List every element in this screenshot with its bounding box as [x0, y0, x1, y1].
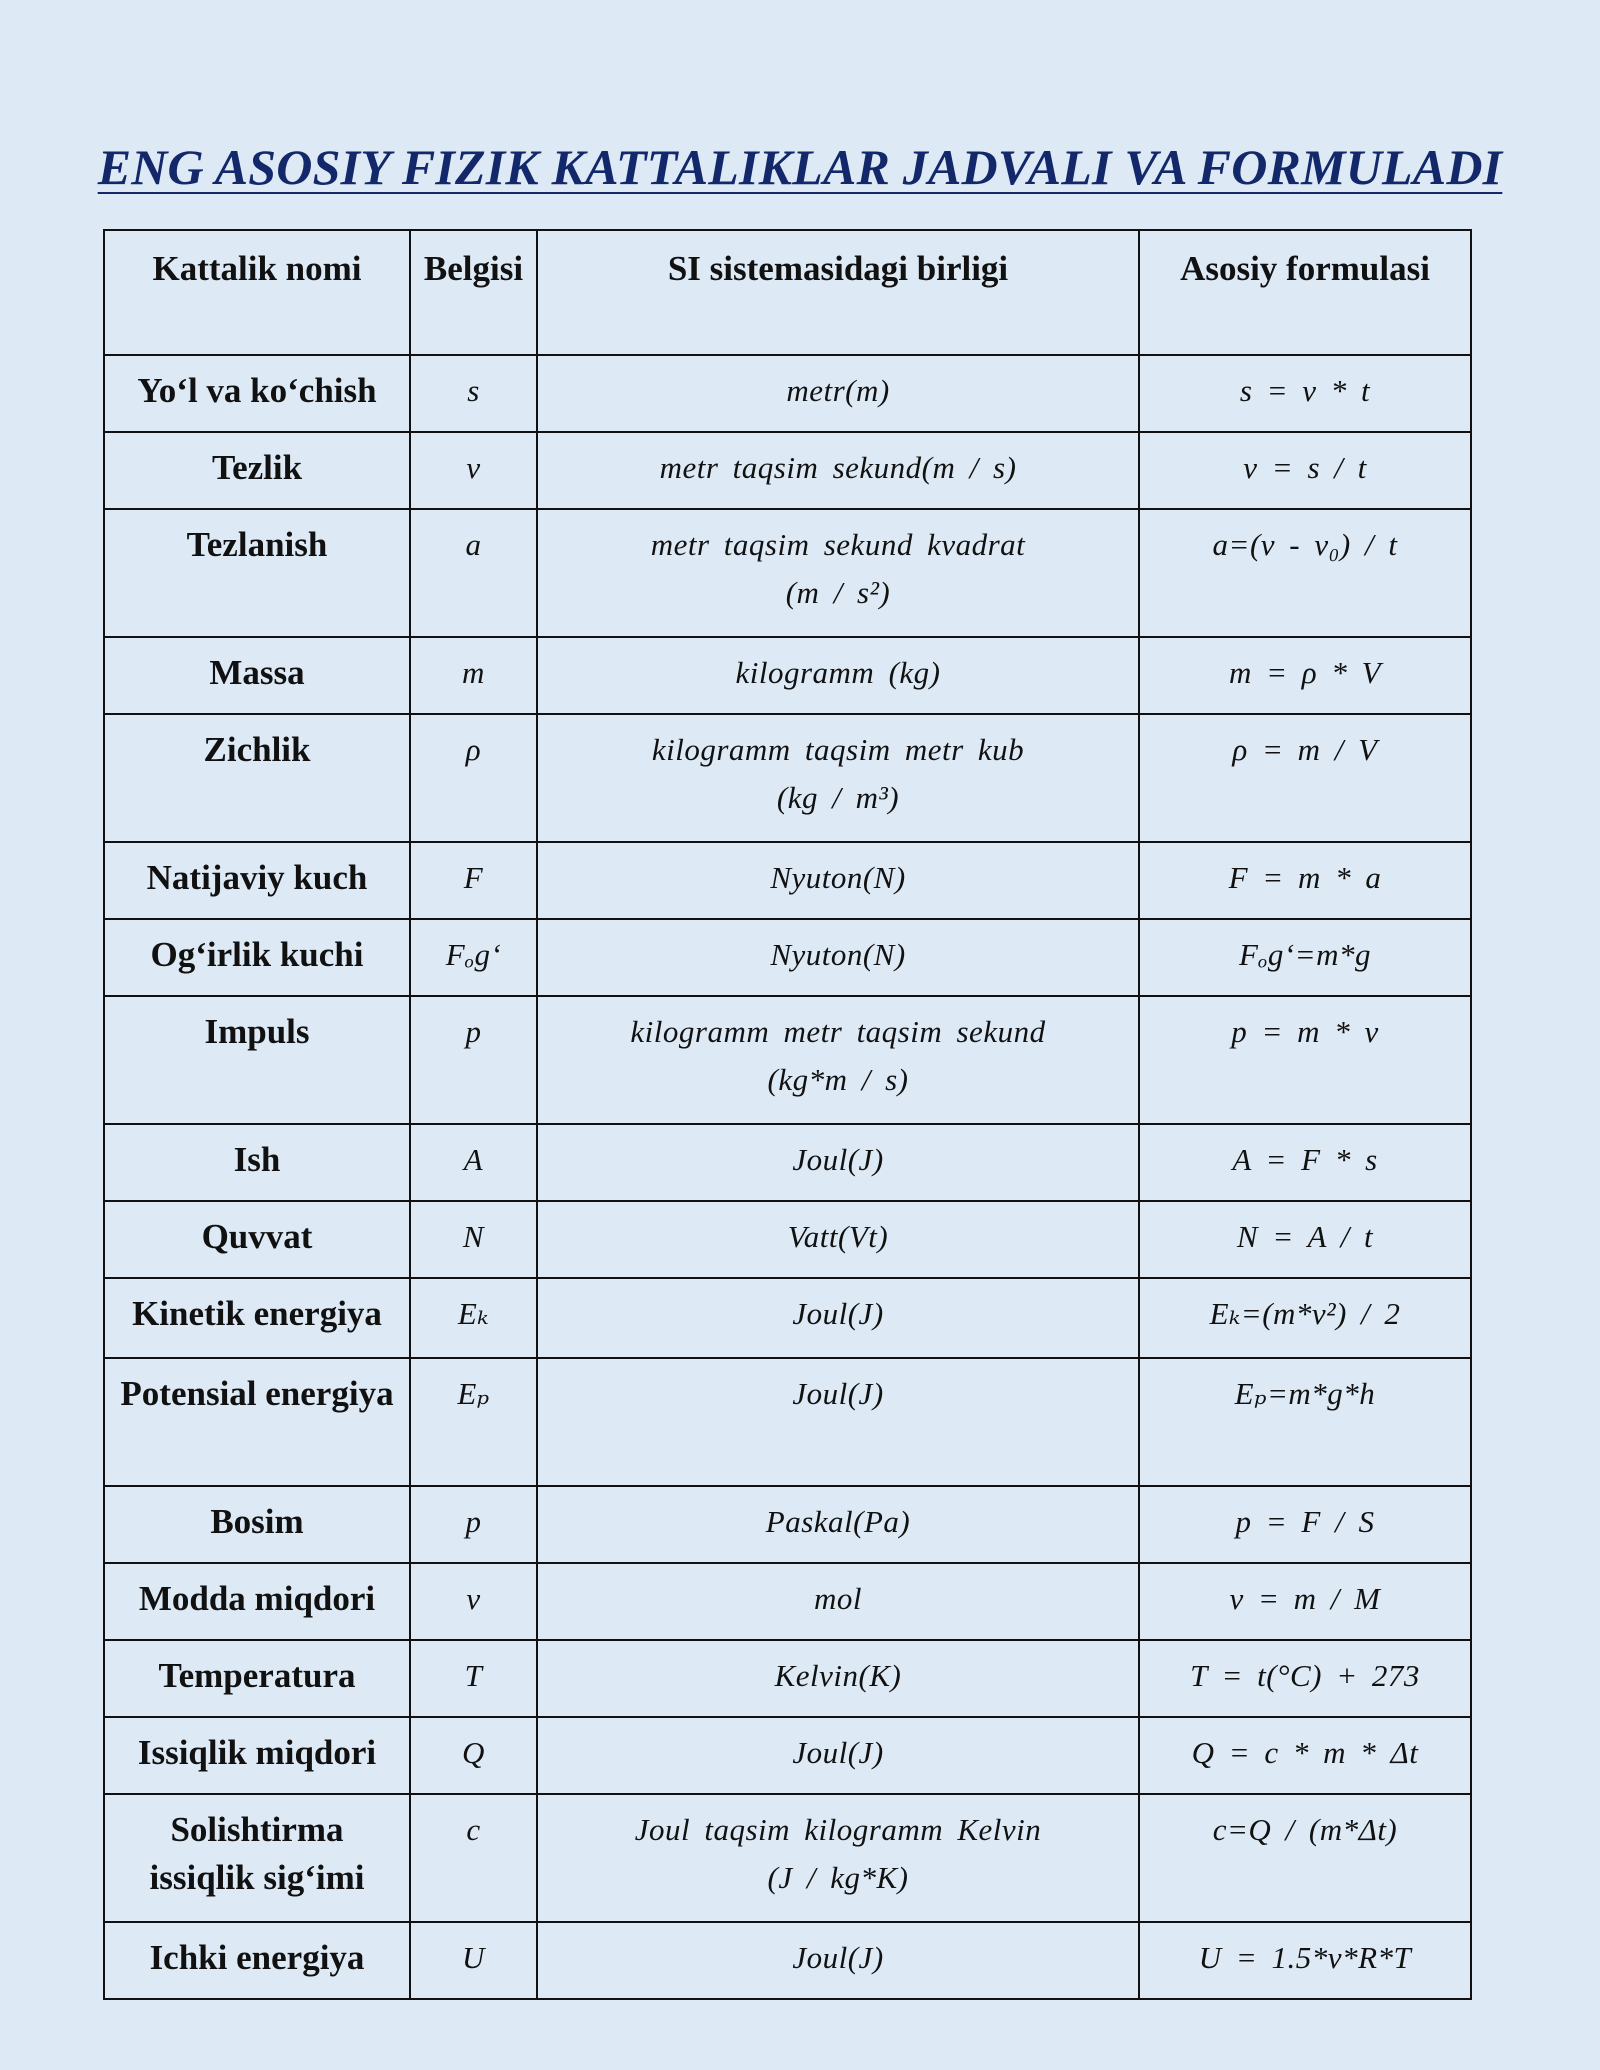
- row-name: Impuls: [104, 996, 410, 1124]
- row-symbol: v: [410, 432, 537, 509]
- row-symbol: s: [410, 355, 537, 432]
- table-row: [104, 842, 1471, 919]
- row-unit: metr(m): [537, 355, 1139, 432]
- row-name: Natijaviy kuch: [104, 842, 410, 919]
- row-symbol: ν: [410, 1563, 537, 1640]
- row-unit: metr taqsim sekund(m / s): [537, 432, 1139, 509]
- row-formula: c=Q / (m*Δt): [1139, 1794, 1471, 1922]
- row-symbol: p: [410, 996, 537, 1124]
- row-symbol: Eₖ: [410, 1278, 537, 1358]
- row-unit: mol: [537, 1563, 1139, 1640]
- row-name: Ichki energiya: [104, 1922, 410, 1999]
- row-name: Modda miqdori: [104, 1563, 410, 1640]
- row-symbol: F: [410, 842, 537, 919]
- row-symbol: ρ: [410, 714, 537, 842]
- row-unit: Vatt(Vt): [537, 1201, 1139, 1278]
- row-symbol: Eₚ: [410, 1358, 537, 1486]
- table-row: [104, 1794, 1471, 1922]
- row-symbol: m: [410, 637, 537, 714]
- row-formula: p = m * v: [1139, 996, 1471, 1124]
- row-formula: T = t(°C) + 273: [1139, 1640, 1471, 1717]
- row-name: Zichlik: [104, 714, 410, 842]
- page-title: ENG ASOSIY FIZIK KATTALIKLAR JADVALI VA FORMULADI: [97, 139, 1503, 195]
- row-name: Quvvat: [104, 1201, 410, 1278]
- row-symbol: U: [410, 1922, 537, 1999]
- row-formula: Eₖ=(m*v²) / 2: [1139, 1278, 1471, 1358]
- row-name: Kinetik energiya: [104, 1278, 410, 1358]
- row-name: Temperatura: [104, 1640, 410, 1717]
- table-row: [104, 1358, 1471, 1486]
- header-unit: SI sistemasidagi birligi: [537, 230, 1139, 355]
- row-name: Ish: [104, 1124, 410, 1201]
- table-row: [104, 1922, 1471, 1999]
- row-formula: N = A / t: [1139, 1201, 1471, 1278]
- row-formula: F = m * a: [1139, 842, 1471, 919]
- row-symbol: N: [410, 1201, 537, 1278]
- row-formula: v = s / t: [1139, 432, 1471, 509]
- row-formula: m = ρ * V: [1139, 637, 1471, 714]
- row-unit: Joul(J): [537, 1922, 1139, 1999]
- row-unit: metr taqsim sekund kvadrat (m / s²): [537, 509, 1139, 637]
- row-formula: ρ = m / V: [1139, 714, 1471, 842]
- row-unit: Paskal(Pa): [537, 1486, 1139, 1563]
- row-formula: p = F / S: [1139, 1486, 1471, 1563]
- header-symbol: Belgisi: [410, 230, 537, 355]
- row-formula: Fₒg‘=m*g: [1139, 919, 1471, 996]
- row-formula: Q = c * m * Δt: [1139, 1717, 1471, 1794]
- table-row: [104, 1278, 1471, 1358]
- table-row: [104, 919, 1471, 996]
- header-name: Kattalik nomi: [104, 230, 410, 355]
- table-row: [104, 432, 1471, 509]
- row-formula: a=(v - v₀) / t: [1139, 509, 1471, 637]
- row-unit: Joul(J): [537, 1358, 1139, 1486]
- row-name: Yo‘l va ko‘chish: [104, 355, 410, 432]
- table-row: [104, 1124, 1471, 1201]
- row-name: Massa: [104, 637, 410, 714]
- row-symbol: T: [410, 1640, 537, 1717]
- physics-table: [103, 229, 1472, 2000]
- row-name: Bosim: [104, 1486, 410, 1563]
- row-name: Potensial energiya: [104, 1358, 410, 1486]
- row-symbol: Fₒg‘: [410, 919, 537, 996]
- row-unit: Joul(J): [537, 1278, 1139, 1358]
- row-formula: Eₚ=m*g*h: [1139, 1358, 1471, 1486]
- row-formula: A = F * s: [1139, 1124, 1471, 1201]
- row-name: Tezlanish: [104, 509, 410, 637]
- table-row: [104, 509, 1471, 637]
- row-formula: s = v * t: [1139, 355, 1471, 432]
- row-formula: ν = m / M: [1139, 1563, 1471, 1640]
- table-row: [104, 1486, 1471, 1563]
- row-unit: Joul(J): [537, 1124, 1139, 1201]
- row-unit: Nyuton(N): [537, 842, 1139, 919]
- table-header-row: [104, 230, 1471, 355]
- row-unit: Joul taqsim kilogramm Kelvin (J / kg*K): [537, 1794, 1139, 1922]
- table-row: [104, 355, 1471, 432]
- row-unit: Nyuton(N): [537, 919, 1139, 996]
- row-unit: Kelvin(K): [537, 1640, 1139, 1717]
- row-symbol: a: [410, 509, 537, 637]
- row-name: Og‘irlik kuchi: [104, 919, 410, 996]
- row-symbol: A: [410, 1124, 537, 1201]
- table-row: [104, 1640, 1471, 1717]
- row-unit: Joul(J): [537, 1717, 1139, 1794]
- row-name: Issiqlik miqdori: [104, 1717, 410, 1794]
- row-name: Solishtirma issiqlik sig‘imi: [104, 1794, 410, 1922]
- table-row: [104, 637, 1471, 714]
- table-row: [104, 1201, 1471, 1278]
- row-symbol: p: [410, 1486, 537, 1563]
- row-symbol: c: [410, 1794, 537, 1922]
- table-row: [104, 996, 1471, 1124]
- table-row: [104, 1563, 1471, 1640]
- row-name: Tezlik: [104, 432, 410, 509]
- table-row: [104, 1717, 1471, 1794]
- row-formula: U = 1.5*ν*R*T: [1139, 1922, 1471, 1999]
- row-symbol: Q: [410, 1717, 537, 1794]
- header-formula: Asosiy formulasi: [1139, 230, 1471, 355]
- row-unit: kilogramm taqsim metr kub (kg / m³): [537, 714, 1139, 842]
- table-row: [104, 714, 1471, 842]
- row-unit: kilogramm metr taqsim sekund (kg*m / s): [537, 996, 1139, 1124]
- row-unit: kilogramm (kg): [537, 637, 1139, 714]
